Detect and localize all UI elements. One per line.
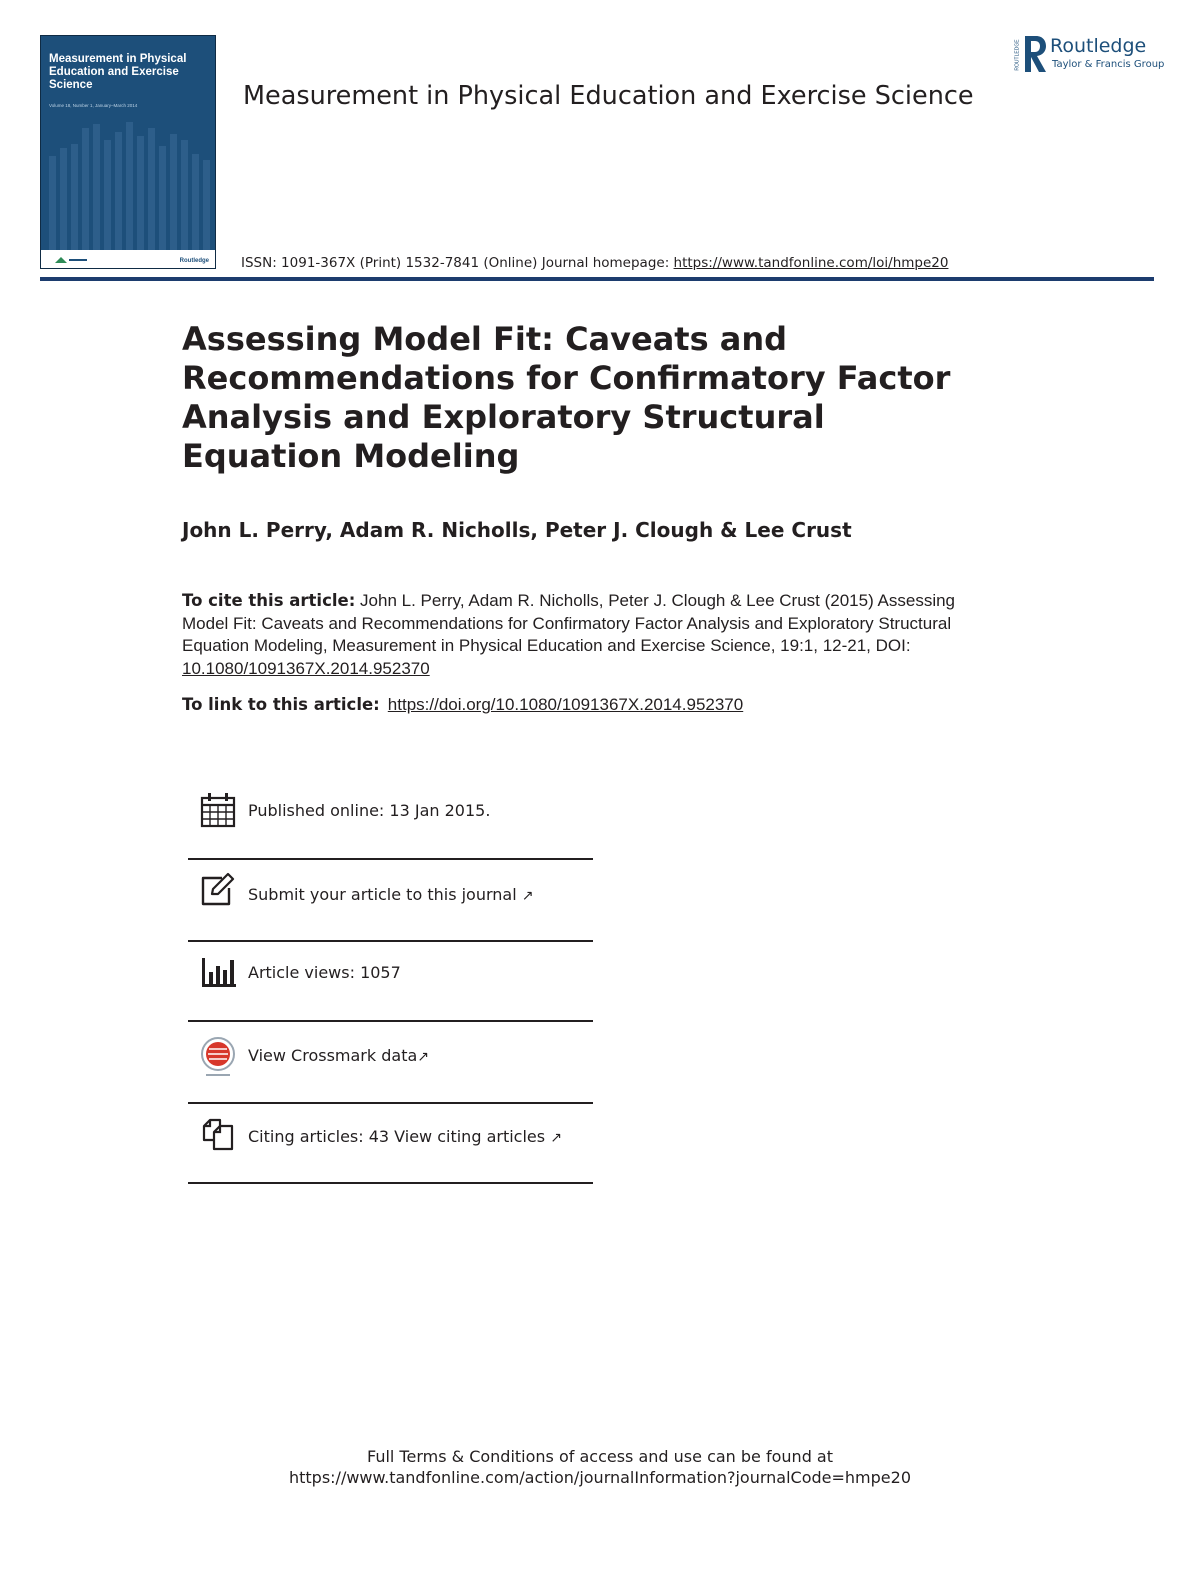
info-divider bbox=[188, 940, 593, 942]
info-divider bbox=[188, 858, 593, 860]
info-divider bbox=[188, 1020, 593, 1022]
citation-label: To cite this article: bbox=[182, 591, 356, 610]
routledge-r-icon bbox=[1022, 34, 1048, 74]
external-link-icon: ↗ bbox=[550, 1130, 562, 1146]
terms-link[interactable]: https://www.tandfonline.com/action/journalInformation?journalCode=hmpe20 bbox=[288, 1468, 911, 1487]
edit-icon bbox=[200, 872, 236, 908]
terms-footer bbox=[0, 1446, 1200, 1488]
crossmark-icon bbox=[200, 1036, 236, 1078]
publisher-logo bbox=[1014, 34, 1165, 76]
bar-chart-icon bbox=[200, 954, 236, 990]
published-online-text: Published online: 13 Jan 2015. bbox=[248, 801, 491, 820]
journal-cover-image bbox=[40, 35, 216, 269]
info-divider bbox=[188, 1102, 593, 1104]
cover-publisher: Routledge bbox=[179, 258, 209, 264]
terms-text: Full Terms & Conditions of access and use can be found at bbox=[366, 1447, 834, 1466]
journal-homepage-link[interactable]: https://www.tandfonline.com/loi/hmpe20 bbox=[673, 255, 949, 271]
info-divider bbox=[188, 1182, 593, 1184]
published-info bbox=[188, 790, 593, 858]
article-views-row bbox=[188, 952, 593, 1020]
journal-name: Measurement in Physical Education and Exercise Science bbox=[243, 81, 974, 111]
citation-doi-link[interactable]: 10.1080/1091367X.2014.952370 bbox=[182, 658, 430, 678]
submit-article-link[interactable]: Submit your article to this journal bbox=[248, 885, 517, 904]
crossmark-row[interactable] bbox=[188, 1034, 593, 1102]
external-link-icon: ↗ bbox=[417, 1049, 430, 1065]
citing-articles-row[interactable] bbox=[188, 1114, 593, 1182]
submit-article-row[interactable] bbox=[188, 870, 593, 940]
cover-title: Measurement in Physical Education and Exercise Science bbox=[49, 53, 187, 91]
article-title: Assessing Model Fit: Caveats and Recommendations for Confirmatory Factor Analysis and Exploratory Structural Equation Modeling bbox=[182, 320, 951, 475]
citing-articles-link[interactable]: Citing articles: 43 View citing articles bbox=[248, 1127, 546, 1146]
publisher-side-text: ROUTLEDGE bbox=[1014, 39, 1021, 71]
article-link-line bbox=[182, 695, 743, 715]
external-link-icon: ↗ bbox=[521, 888, 534, 904]
publisher-group: Taylor & Francis Group bbox=[1052, 59, 1165, 70]
article-authors: John L. Perry, Adam R. Nicholls, Peter J. Clough & Lee Crust bbox=[182, 518, 852, 542]
cover-society-logo-icon bbox=[53, 255, 89, 264]
issn-text: ISSN: 1091-367X (Print) 1532-7841 (Online) Journal homepage: bbox=[241, 255, 674, 271]
article-views-text: Article views: 1057 bbox=[248, 963, 401, 982]
article-doi-link[interactable]: https://doi.org/10.1080/1091367X.2014.952370 bbox=[387, 695, 744, 714]
citation-block bbox=[182, 590, 982, 680]
citation-text: John L. Perry, Adam R. Nicholls, Peter J. Clough & Lee Crust (2015) Assessing Model Fit: Caveats and Recommendations for Confirmatory Factor Analysis and Exploratory Structural Equation Modeling, Measurement in Physical Education and Exercise Science, 19:1, 12-21, DOI: bbox=[182, 591, 956, 656]
cover-issue: Volume 18, Number 1, January–March 2014 bbox=[49, 103, 138, 108]
copy-documents-icon bbox=[200, 1116, 236, 1152]
crossmark-link[interactable]: View Crossmark data bbox=[248, 1046, 418, 1065]
publisher-name: Routledge bbox=[1050, 35, 1147, 57]
cover-footer bbox=[41, 250, 215, 268]
article-link-label: To link to this article: bbox=[182, 695, 380, 714]
issn-line bbox=[241, 255, 948, 271]
header-divider bbox=[40, 277, 1154, 281]
calendar-icon bbox=[200, 792, 236, 828]
